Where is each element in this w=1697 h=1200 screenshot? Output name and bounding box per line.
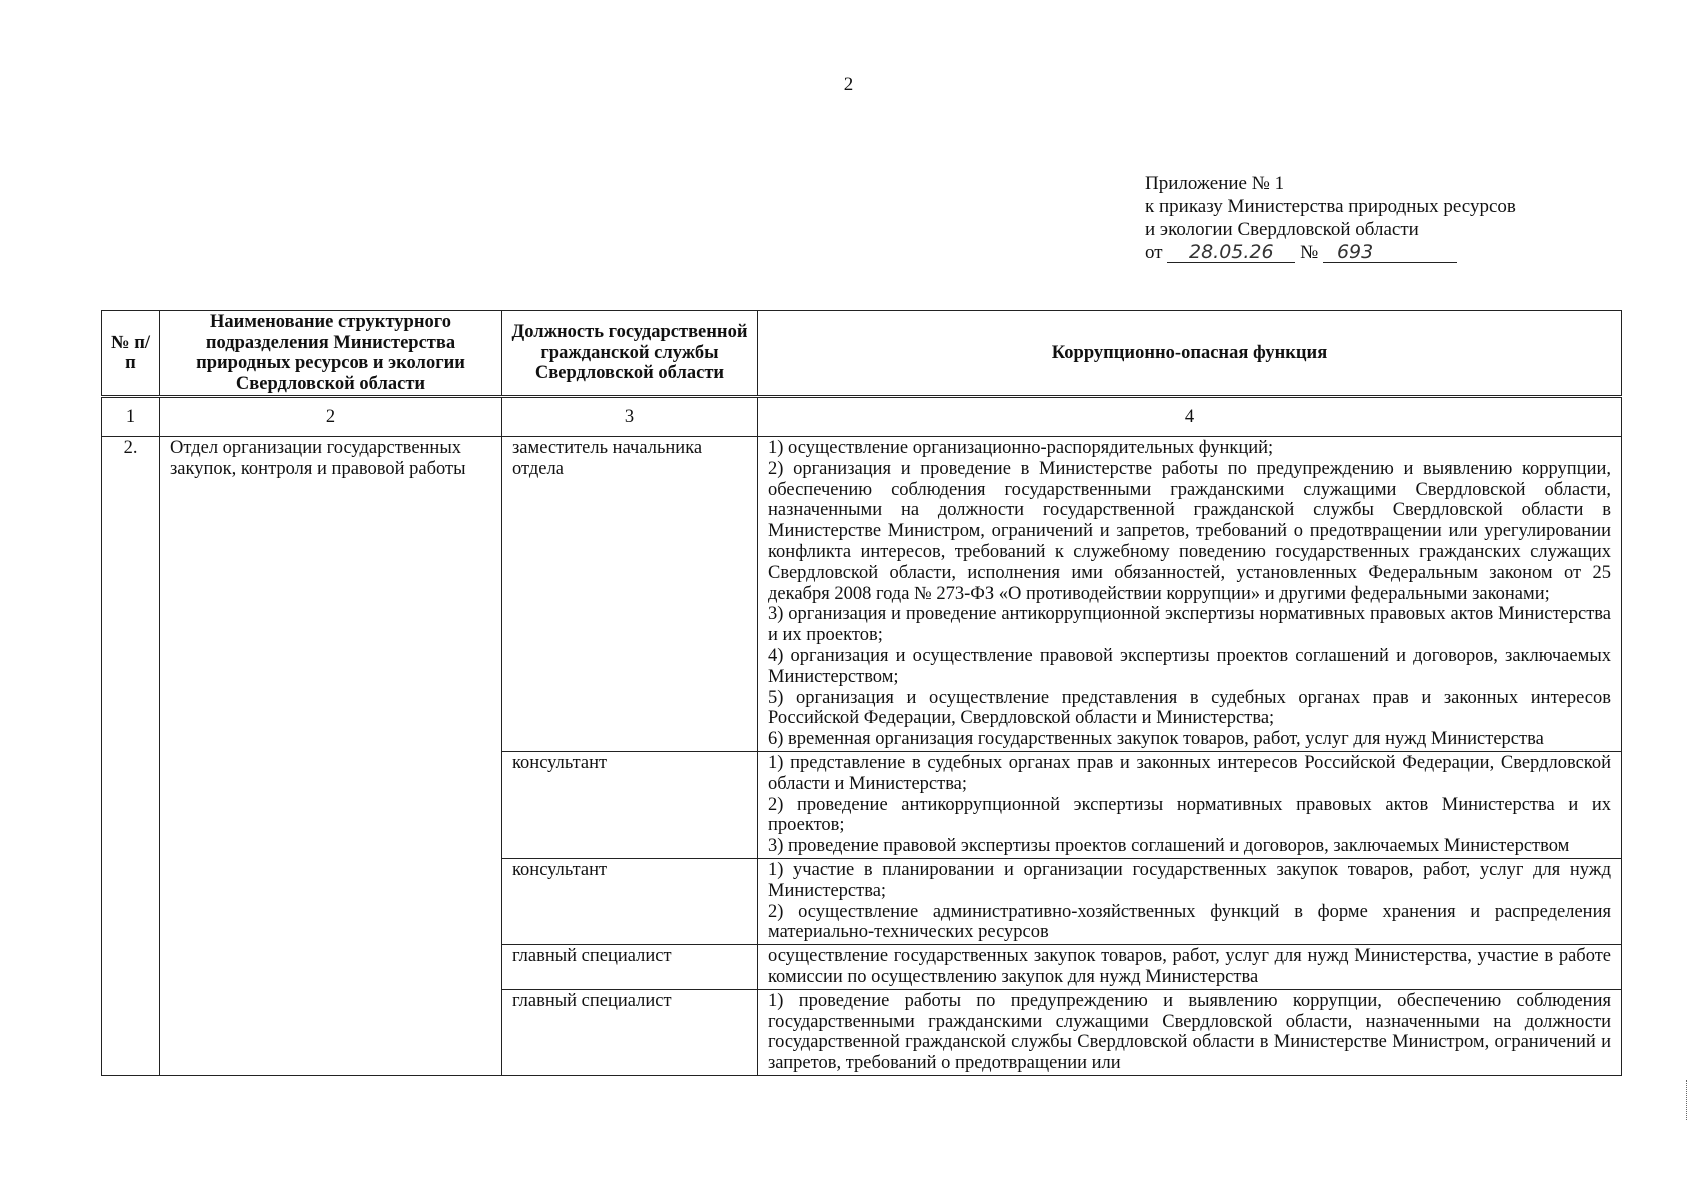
appendix-date-number-line (1145, 241, 1516, 264)
function-item: 4) организация и осуществление правовой экспертизы проектов соглашений и договоров, заключаемых Министерством; (768, 645, 1611, 687)
appendix-ministry-line: и экологии Свердловской области (1145, 219, 1419, 240)
function-item: 1) участие в планировании и организации государственных закупок товаров, работ, услуг для нужд Министерства; (768, 859, 1611, 901)
column-number: 4 (758, 397, 1622, 437)
date-prefix: от (1145, 242, 1163, 263)
function-item: 1) осуществление организационно-распорядительных функций; (768, 438, 1274, 458)
handwritten-number: 693 (1323, 242, 1457, 263)
function-cell (758, 858, 1622, 944)
function-item: 5) организация и осуществление представления в судебных органах прав и законных интересов Российской Федерации, Свердловской области и Министерства; (768, 687, 1611, 729)
function-item: 2) осуществление административно-хозяйственных функций в форме хранения и распределения материально-технических ресурсов (768, 901, 1611, 943)
column-number: 1 (102, 397, 160, 437)
function-item: 1) представление в судебных органах прав и законных интересов Российской Федерации, Свердловской области и Министерства; (768, 752, 1611, 794)
function-cell (758, 437, 1622, 752)
department-name: Отдел организации государственных закупок, контроля и правовой работы (160, 437, 502, 1076)
table-row (102, 437, 1622, 752)
appendix-order-line: к приказу Министерства природных ресурсов (1145, 196, 1516, 217)
function-item: осуществление государственных закупок товаров, работ, услуг для нужд Министерства, участие в работе комиссии по осуществлению закупок для нужд Министерства (768, 946, 1611, 987)
row-number: 2. (102, 437, 160, 1076)
handwritten-date: 28.05.26 (1167, 242, 1295, 263)
position-title: главный специалист (502, 945, 758, 990)
function-item: 2) организация и проведение в Министерстве работы по предупреждению и выявлению коррупции, обеспечению соблюдения государственными гражданскими служащими Свердловской области, назначенными на должности государственной гражданской службы Свердловской области в Министерстве Министром, ограничений и запретов, требований о предотвращении или урегулировании конфликта интересов, требований к служебному поведению государственных гражданских служащих Свердловской области, исполнения ими обязанностей, установленных Федеральным законом от 25 декабря 2008 года № 273-ФЗ «О противодействии коррупции» и другими федеральными законами; (768, 458, 1611, 604)
header-department: Наименование структурного подразделения Министерства природных ресурсов и экологии Свердловской области (160, 311, 502, 397)
appendix-title: Приложение № 1 (1145, 173, 1285, 194)
function-cell (758, 945, 1622, 990)
scan-edge-mark (1686, 1080, 1689, 1120)
function-item: 3) организация и проведение антикоррупционной экспертизы нормативных правовых актов Министерства и их проектов; (768, 604, 1611, 646)
table-header-row (102, 311, 1622, 397)
page-number: 2 (843, 74, 854, 95)
function-item: 6) временная организация государственных закупок товаров, работ, услуг для нужд Министерства (768, 729, 1544, 750)
position-title: консультант (502, 751, 758, 858)
appendix-header (1145, 172, 1516, 264)
position-title: заместитель начальника отдела (502, 437, 758, 752)
column-numbering-row (102, 397, 1622, 437)
header-function: Коррупционно-опасная функция (758, 311, 1622, 397)
function-item: 1) проведение работы по предупреждению и выявлению коррупции, обеспечению соблюдения государственными гражданскими служащими Свердловской области, назначенными на должности государственной гражданской службы Свердловской области в Министерстве Министром, ограничений и запретов, требований о предотвращении или (768, 990, 1611, 1074)
function-item: 2) проведение антикоррупционной экспертизы нормативных правовых актов Министерства и их проектов; (768, 794, 1611, 836)
function-cell (758, 751, 1622, 858)
header-position: Должность государственной гражданской службы Свердловской области (502, 311, 758, 397)
function-cell (758, 989, 1622, 1075)
column-number: 3 (502, 397, 758, 437)
number-prefix: № (1300, 242, 1319, 263)
position-title: главный специалист (502, 989, 758, 1075)
header-number: № п/п (102, 311, 160, 397)
column-number: 2 (160, 397, 502, 437)
position-title: консультант (502, 858, 758, 944)
corruption-functions-table (101, 310, 1622, 1076)
function-item: 3) проведение правовой экспертизы проектов соглашений и договоров, заключаемых Министерством (768, 836, 1570, 857)
